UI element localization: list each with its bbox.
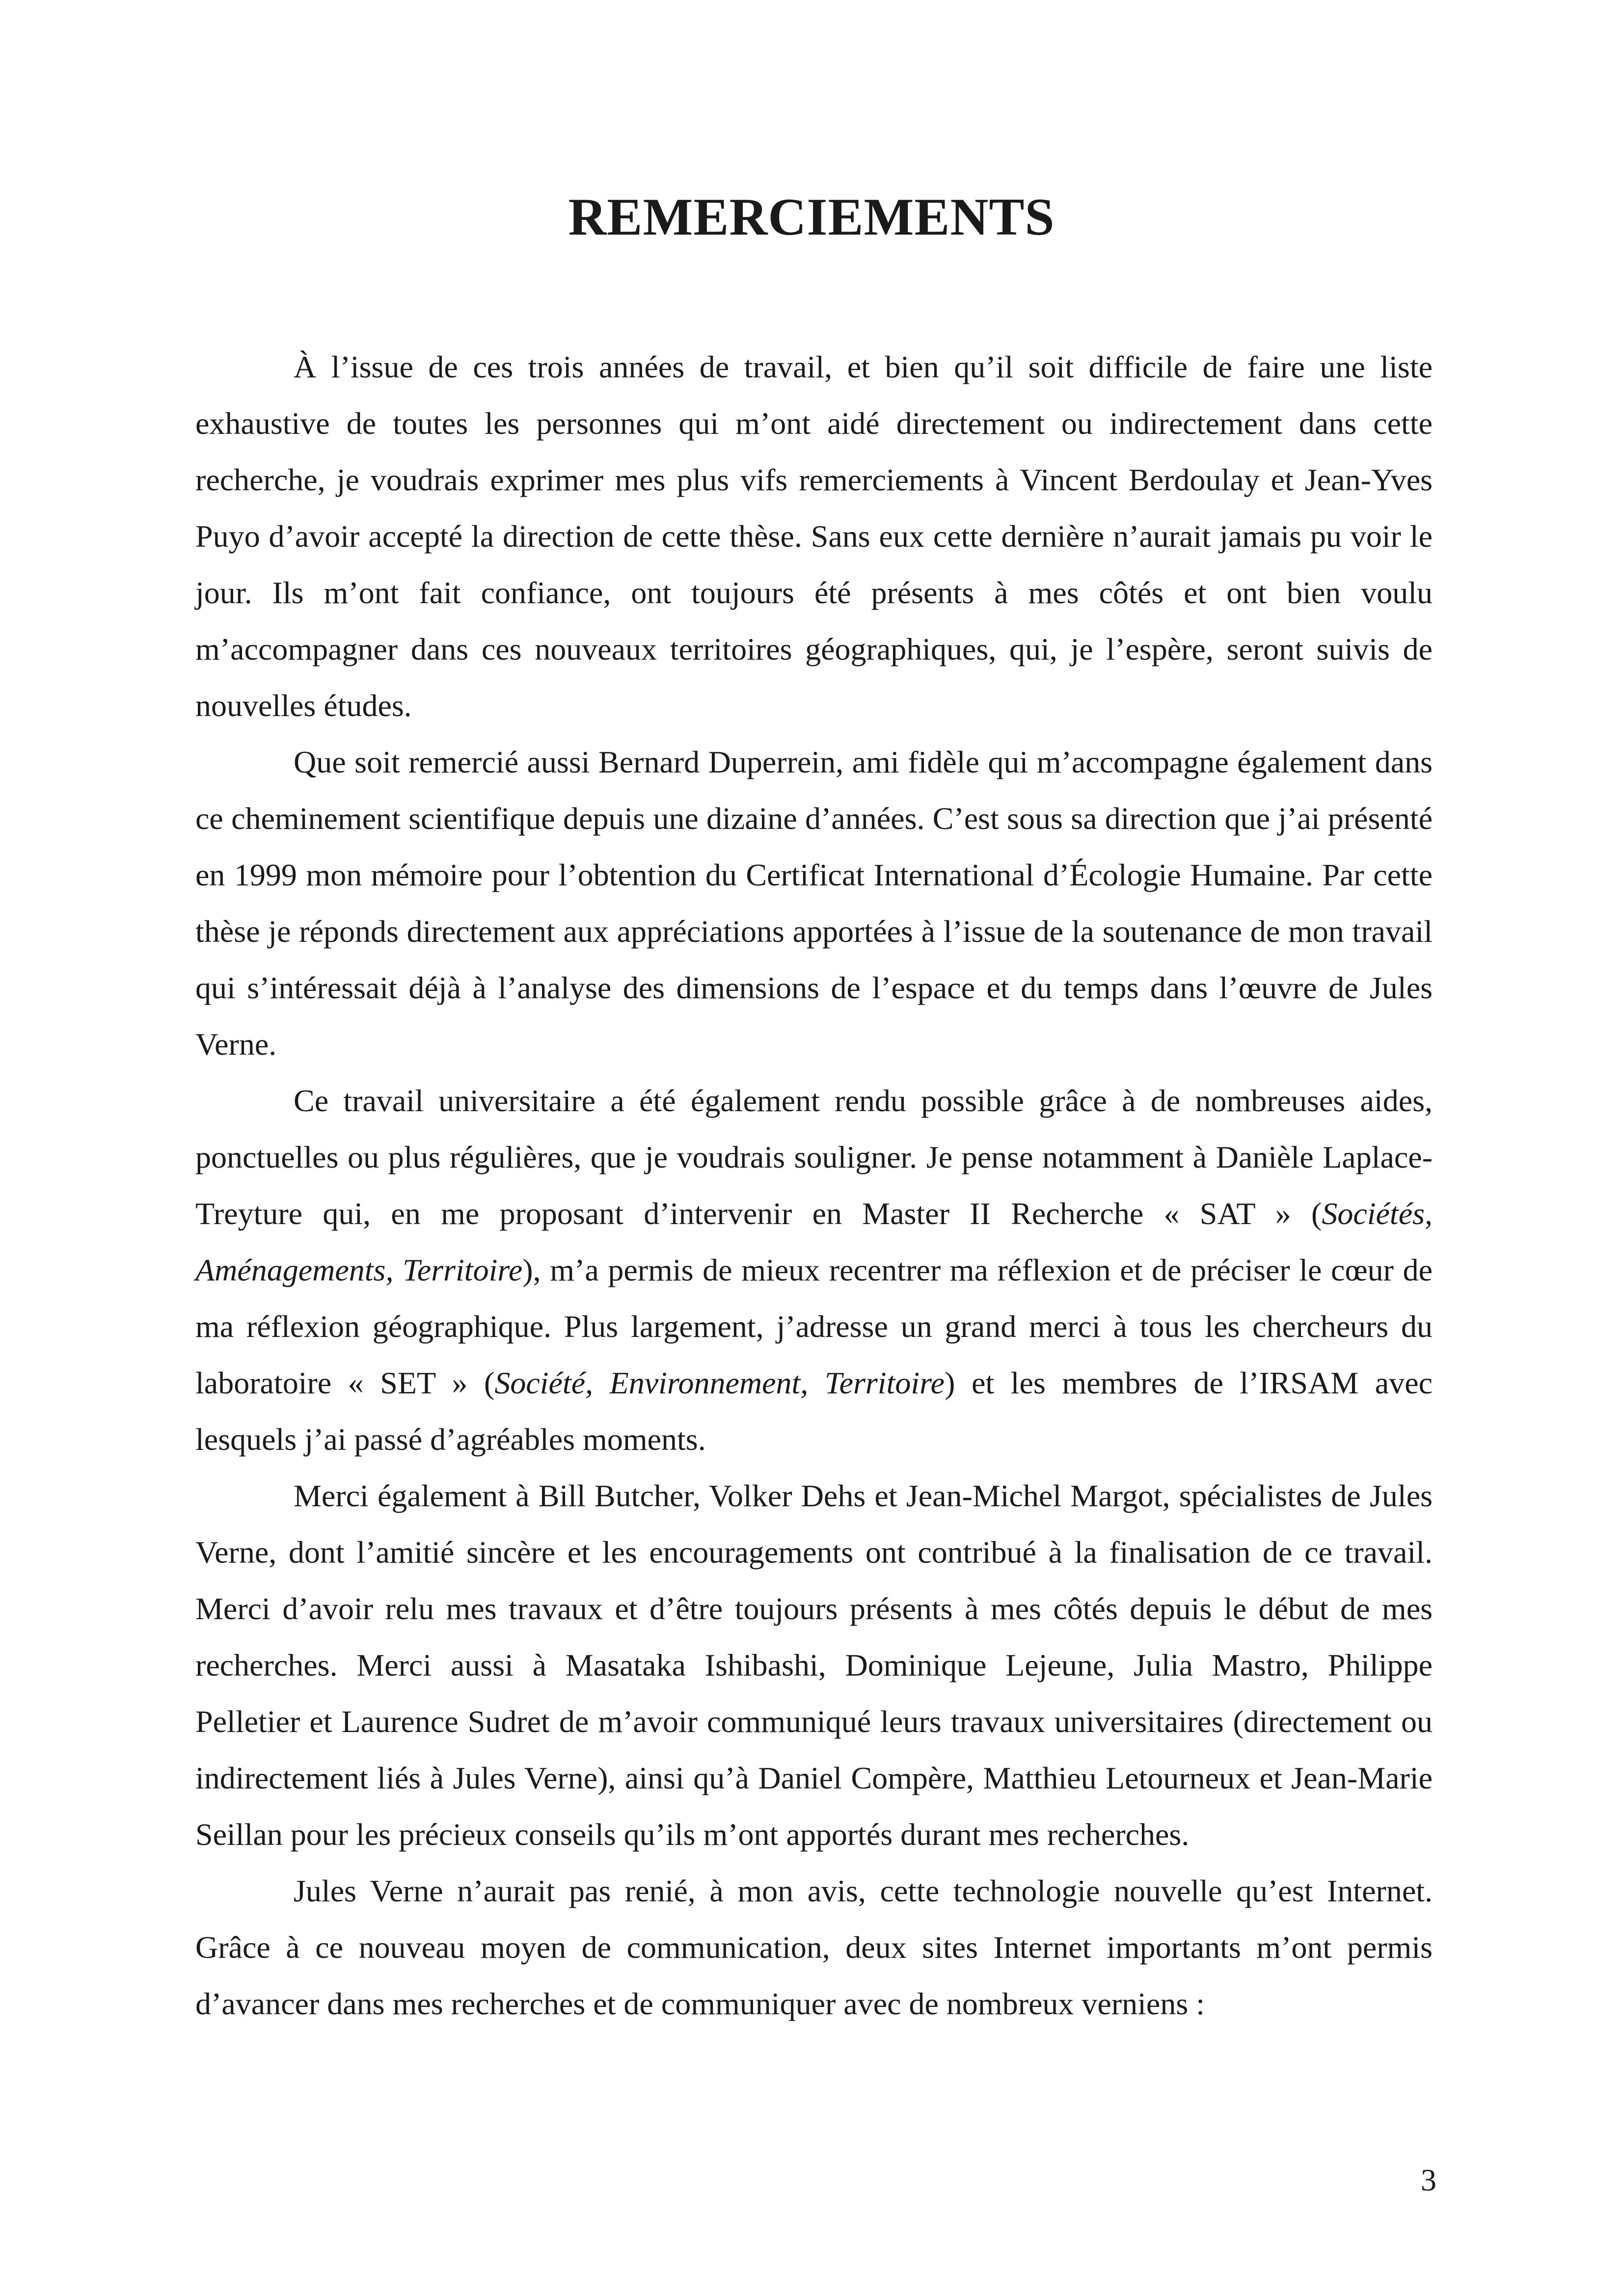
paragraph-text: Que soit remercié aussi Bernard Duperrein, ami fidèle qui m’accompagne également dans ce cheminement scientifique depuis une dizaine d’années. C’est sous sa direction que j’ai présenté en 1999 mon mémoire pour l’obtention du Certificat International d’Écologie Humaine. Par cette thèse je réponds directement aux appréciations apportées à l’issue de la soutenance de mon travail qui s’intéressait déjà à l’analyse des dimensions de l’espace et du temps dans l’œuvre de Jules Verne. [195, 745, 1433, 1062]
paragraph-2 [195, 734, 1433, 1072]
page-title: REMERCIEMENTS [568, 188, 1055, 246]
paragraph-1 [195, 339, 1433, 734]
paragraph-text: ), m’a permis de mieux recentrer ma réflexion et de préciser le cœur de ma réflexion géographique. Plus largement, j’adresse un grand merci à tous les chercheurs du laboratoire « SET » ( [195, 1253, 1433, 1400]
body-text [195, 339, 1433, 2032]
paragraph-text: ) et les membres de l’IRSAM avec lesquels j’ai passé d’agréables moments. [195, 1365, 1433, 1457]
paragraph-text: Merci également à Bill Butcher, Volker Dehs et Jean-Michel Margot, spécialistes de Jules Verne, dont l’amitié sincère et les encouragements ont contribué à la finalisation de ce travail. Merci d’avoir relu mes travaux et d’être toujours présents à mes côtés depuis le début de mes recherches. Merci aussi à Masataka Ishibashi, Dominique Lejeune, Julia Mastro, Philippe Pelletier et Laurence Sudret de m’avoir communiqué leurs travaux universitaires (directement ou indirectement liés à Jules Verne), ainsi qu’à Daniel Compère, Matthieu Letourneux et Jean-Marie Seillan pour les précieux conseils qu’ils m’ont apportés durant mes recherches. [195, 1478, 1433, 1852]
paragraph-4 [195, 1468, 1433, 1863]
page-number: 3 [1421, 2163, 1436, 2197]
paragraph-3 [195, 1072, 1433, 1468]
italic-text: Société, Environnement, Territoire [494, 1365, 945, 1400]
paragraph-text: Ce travail universitaire a été également rendu possible grâce à de nombreuses aides, ponctuelles ou plus régulières, que je voudrais souligner. Je pense notamment à Danièle Laplace-Treyture qui, en me proposant d’intervenir en Master II Recherche « SAT » ( [195, 1083, 1433, 1231]
paragraph-5 [195, 1863, 1433, 2032]
italic-text: Sociétés, Aménagements, Territoire [195, 1196, 1433, 1287]
paragraph-text: À l’issue de ces trois années de travail, et bien qu’il soit difficile de faire une liste exhaustive de toutes les personnes qui m’ont aidé directement ou indirectement dans cette recherche, je voudrais exprimer mes plus vifs remerciements à Vincent Berdoulay et Jean-Yves Puyo d’avoir accepté la direction de cette thèse. Sans eux cette dernière n’aurait jamais pu voir le jour. Ils m’ont fait confiance, ont toujours été présents à mes côtés et ont bien voulu m’accompagner dans ces nouveaux territoires géographiques, qui, je l’espère, seront suivis de nouvelles études. [195, 349, 1433, 723]
paragraph-text: Jules Verne n’aurait pas renié, à mon avis, cette technologie nouvelle qu’est Internet. Grâce à ce nouveau moyen de communication, deux sites Internet importants m’ont permis d’avancer dans mes recherches et de communiquer avec de nombreux verniens : [195, 1873, 1433, 2021]
